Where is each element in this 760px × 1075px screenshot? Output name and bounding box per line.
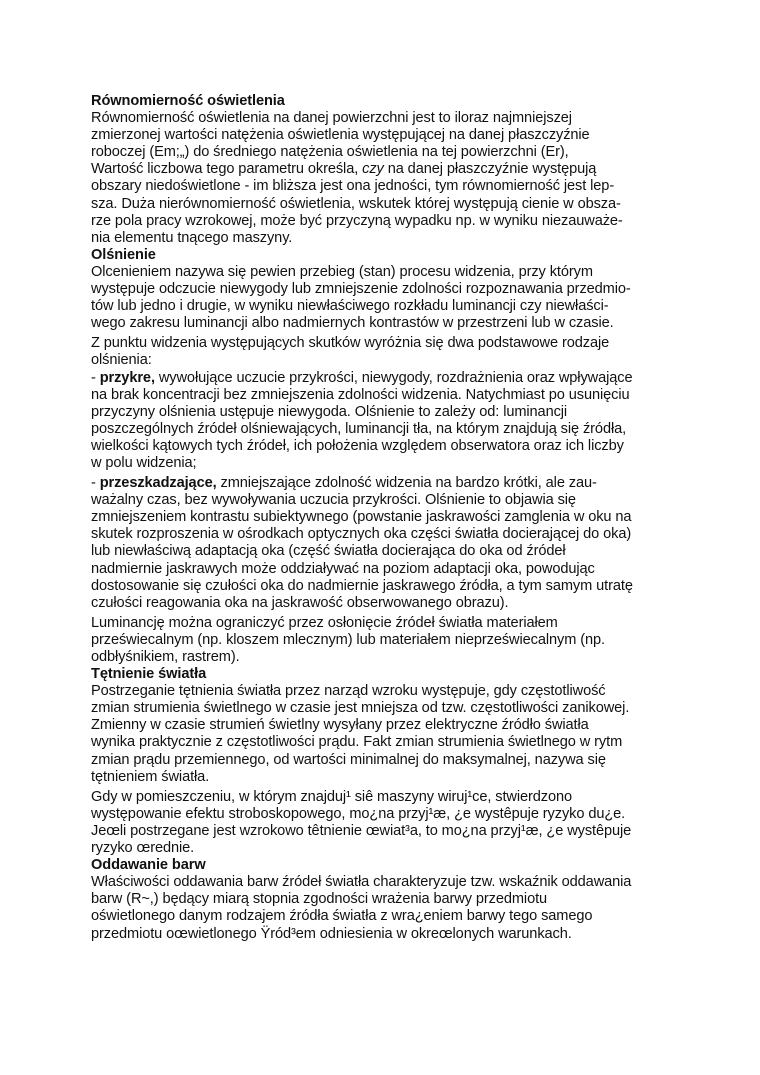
paragraph: Równomierność oświetlenia na danej powierzchni jest to iloraz najmniejszej zmierzonej wartości natężenia oświetlenia występującej na danej płaszczyźnie roboczej (Em;„) do średniego natężenia oświetlenia na tej powierzchni (Er), Wartość liczbowa tego parametru określa, czy na danej płaszczyźnie występują obszary niedoświetlone - im bliższa jest ona jedności, tym równomierność jest lep- sza. Duża nierównomierność oświetlenia, wskutek której występują cienie w obsza- rze pola pracy wzrokowej, może być przyczyną wypadku np. w wyniku niezauważe- nia elementu tnącego maszyny. <box>91 110 623 246</box>
paragraph: Właściwości oddawania barw źródeł światła charakteryzuje tzw. wskaźnik oddawania barw (R~,) będący miarą stopnia zgodności wrażenia barwy przedmiotu oświetlonego danym rodzajem źródła światła z wra¿eniem barwy tego samego przedmiotu oœwietlonego Ÿród³em odniesienia w okreœlonych warunkach. <box>91 874 632 942</box>
paragraph: Postrzeganie tętnienia światła przez narząd wzroku występuje, gdy częstotliwość zmian strumienia świetlnego w czasie jest mniejsza od tzw. częstotliwości zanikowej. Zmienny w czasie strumień świetlny wysyłany przez elektryczne źródło światła wynika praktycznie z częstotliwości prądu. Fakt zmian strumienia świetlnego w rytm zmian prądu przemiennego, od wartości minimalnej do maksymalnej, nazywa się tętnieniem światła. <box>91 683 630 785</box>
list-item-discomfort-glare: - przykre, wywołujące uczucie przykrości, niewygody, rozdrażnienia oraz wpływające na brak koncentracji bez zmniejszenia zdolności widzenia. Natychmiast po usunięciu przyczyny olśnienia ustępuje niewygoda. Olśnienie to zależy od: luminancji poszczególnych źródeł olśniewających, luminancji tła, na którym znajdują się źródła, wielkości kątowych tych źródeł, ich położenia względem obserwatora oraz ich liczby w polu widzenia; <box>91 369 633 471</box>
paragraph: Gdy w pomieszczeniu, w którym znajduj¹ siê maszyny wiruj¹ce, stwierdzono występowanie efektu stroboskopowego, mo¿na przyj¹æ, ¿e wystêpuje ryzyko du¿e. Jeœli postrzegane jest wzrokowo têtnienie œwiat³a, to mo¿na przyj¹æ, ¿e wystêpuje ryzyko œrednie. <box>91 788 632 857</box>
document-page <box>91 93 679 943</box>
paragraph: Luminancję można ograniczyć przez osłonięcie źródeł światła materiałem przeświecalnym (np. kloszem mlecznym) lub materiałem nieprzeświecalnym (np. odbłyśnikiem, rastrem). <box>91 614 605 665</box>
section-heading-glare: Olśnienie <box>91 246 156 263</box>
paragraph: Z punktu widzenia występujących skutków wyróżnia się dwa podstawowe rodzaje olśnienia: <box>91 335 610 369</box>
list-item-disability-glare: - przeszkadzające, zmniejszające zdolność widzenia na bardzo krótki, ale zau- ważalny czas, bez wywoływania uczucia przykrości. Olśnienie to objawia się zmniejszeniem kontrastu subiektywnego (powstanie jaskrawości zamglenia w oku na skutek rozproszenia w ośrodkach optycznych oka części światła docierającej do oka) lub niewłaściwą adaptacją oka (część światła docierająca do oka od źródeł nadmiernie jaskrawych może oddziaływać na poziom adaptacji oka, powodując dostosowanie się czułości oka do nadmiernie jaskrawego źródła, a tym samym utratę czułości reagowania oka na jaskrawość obserwowanego obrazu). <box>91 475 633 611</box>
section-heading-uniformity: Równomierność oświetlenia <box>91 93 285 109</box>
paragraph: Olcenieniem nazywa się pewien przebieg (stan) procesu widzenia, przy którym występuje odczucie niewygody lub zmniejszenie zdolności rozpoznawania przedmio- tów lub jedno i drugie, w wyniku niewłaściwego rozkładu luminancji czy niewłaści- wego zakresu luminancji albo nadmiernych kontrastów w przestrzeni lub w czasie. <box>91 263 631 332</box>
section-heading-flicker: Tętnienie światła <box>91 666 207 683</box>
section-heading-color-rendering: Oddawanie barw <box>91 857 206 874</box>
